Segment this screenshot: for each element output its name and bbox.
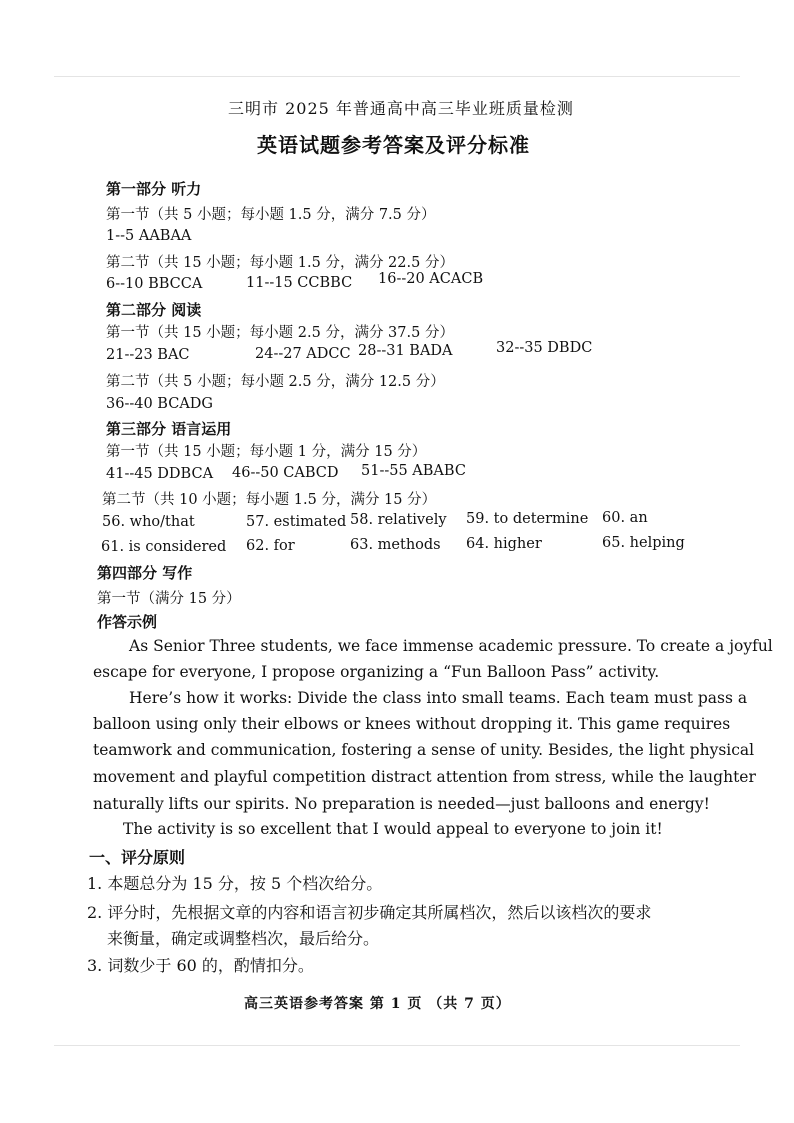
part3-section2: 第二节（共 10 小题；每小题 1.5 分，满分 15 分）: [102, 492, 437, 508]
part4-section1: 第一节（满分 15 分）: [97, 591, 241, 607]
grading-item: 来衡量，确定或调整档次，最后给分。: [107, 929, 380, 948]
page-subtitle: 英语试题参考答案及评分标准: [257, 133, 530, 157]
answer-group: 28--31 BADA: [358, 343, 453, 359]
blank-answer: 63. methods: [350, 537, 441, 553]
page-footer: 高三英语参考答案 第 1 页 （共 7 页）: [244, 996, 511, 1012]
essay-line: As Senior Three students, we face immense academic pressure. To create a joyful: [129, 637, 773, 655]
essay-line: teamwork and communication, fostering a sense of unity. Besides, the light physical: [93, 741, 755, 759]
part1-heading: 第一部分 听力: [106, 180, 202, 198]
grading-heading: 一、评分原则: [89, 848, 186, 867]
essay-line: balloon using only their elbows or knees without dropping it. This game requires: [93, 715, 731, 733]
blank-answer: 58. relatively: [350, 512, 447, 528]
essay-line: The activity is so excellent that I would appeal to everyone to join it!: [123, 820, 663, 838]
part2-section2: 第二节（共 5 小题；每小题 2.5 分，满分 12.5 分）: [106, 374, 445, 390]
blank-answer: 56. who/that: [102, 514, 195, 530]
blank-answer: 65. helping: [602, 535, 685, 551]
blank-answer: 57. estimated: [246, 514, 347, 530]
blank-answer: 64. higher: [466, 536, 542, 552]
answer-group: 16--20 ACACB: [378, 271, 484, 287]
essay-line: naturally lifts our spirits. No preparation is needed—just balloons and energy!: [93, 795, 710, 813]
part1-section1: 第一节（共 5 小题；每小题 1.5 分，满分 7.5 分）: [106, 207, 436, 223]
exam-title: 三明市 2025 年普通高中高三毕业班质量检测: [228, 99, 574, 118]
part1-section2: 第二节（共 15 小题；每小题 1.5 分，满分 22.5 分）: [106, 255, 454, 271]
part3-heading: 第三部分 语言运用: [106, 420, 232, 438]
answer-group: 51--55 ABABC: [361, 463, 466, 479]
part2-heading: 第二部分 阅读: [106, 301, 202, 319]
answer-group: 24--27 ADCC: [255, 346, 351, 362]
answer-group: 6--10 BBCCA: [106, 276, 203, 292]
grading-item: 1. 本题总分为 15 分，按 5 个档次给分。: [87, 874, 383, 893]
essay-line: movement and playful competition distract attention from stress, while the laughter: [93, 768, 756, 786]
part2-section1: 第一节（共 15 小题；每小题 2.5 分，满分 37.5 分）: [106, 325, 454, 341]
answer-group: 1--5 AABAA: [106, 228, 192, 244]
answer-group: 11--15 CCBBC: [246, 275, 353, 291]
blank-answer: 61. is considered: [101, 539, 227, 555]
answer-group: 46--50 CABCD: [232, 465, 339, 481]
blank-answer: 60. an: [602, 510, 648, 526]
answer-group: 32--35 DBDC: [496, 340, 593, 356]
part4-heading: 第四部分 写作: [97, 564, 193, 582]
essay-line: escape for everyone, I propose organizing a “Fun Balloon Pass” activity.: [93, 663, 660, 681]
grading-item: 3. 词数少于 60 的，酌情扣分。: [87, 956, 314, 975]
answer-group: 36--40 BCADG: [106, 396, 214, 412]
answer-group: 21--23 BAC: [106, 347, 190, 363]
blank-answer: 59. to determine: [466, 511, 589, 527]
essay-line: Here’s how it works: Divide the class into small teams. Each team must pass a: [129, 689, 748, 707]
sample-heading: 作答示例: [97, 613, 158, 631]
grading-item: 2. 评分时，先根据文章的内容和语言初步确定其所属档次，然后以该档次的要求: [87, 903, 652, 922]
part3-section1: 第一节（共 15 小题；每小题 1 分，满分 15 分）: [106, 444, 427, 460]
blank-answer: 62. for: [246, 538, 295, 554]
answer-group: 41--45 DDBCA: [106, 466, 214, 482]
